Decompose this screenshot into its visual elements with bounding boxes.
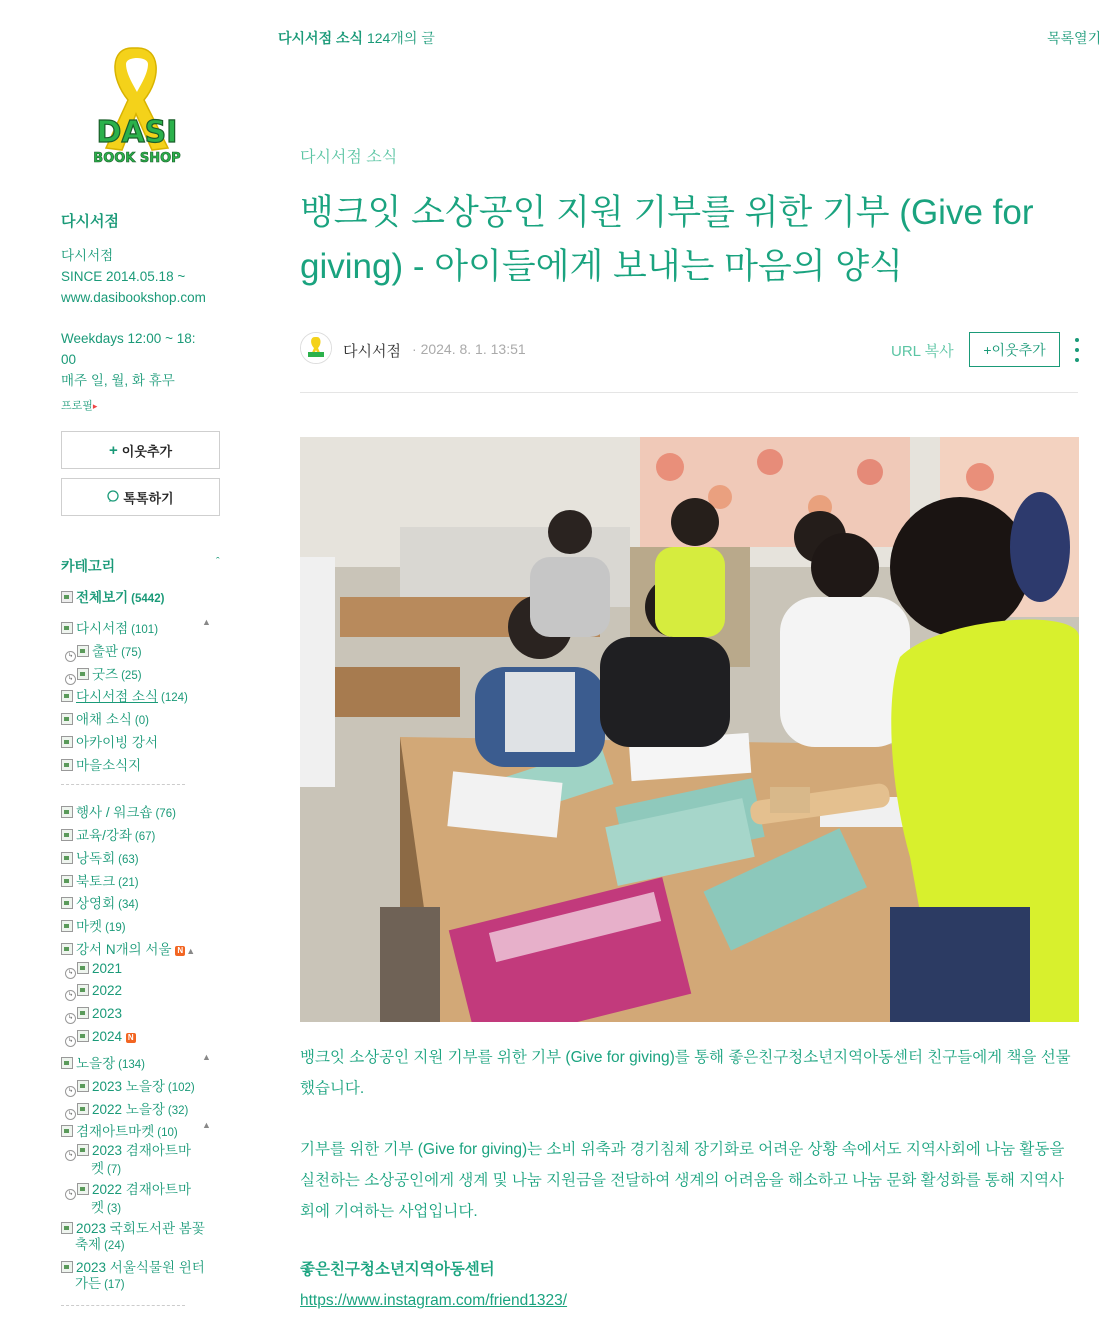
- divider: [300, 392, 1078, 393]
- post-date: · 2024. 8. 1. 13:51: [412, 341, 526, 357]
- category-item-2023[interactable]: ↳ 2023: [65, 1006, 122, 1024]
- blog-name[interactable]: 다시서점: [61, 213, 119, 230]
- folder-icon: [61, 875, 73, 887]
- sub-icon: ↳: [65, 1013, 76, 1024]
- blog-description: 다시서점 SINCE 2014.05.18 ~ www.dasibookshop.com Weekdays 12:00 ~ 18: 00 매주 일, 월, 화 휴무: [61, 248, 206, 388]
- new-badge: N: [175, 946, 185, 956]
- post-title: 뱅크잇 소상공인 지원 기부를 위한 기부 (Give for giving) - 아이들에게 보내는 마음의 양식: [300, 193, 1034, 286]
- category-item-archiving[interactable]: 아카이빙 강서: [61, 731, 158, 751]
- category-item-goods[interactable]: ↳ 굿즈 (25): [65, 663, 142, 685]
- sub-icon: ↳: [65, 1189, 76, 1200]
- category-collapse-icon[interactable]: ˆ: [216, 556, 220, 568]
- post-paragraph: 기부를 위한 기부 (Give for giving)는 소비 위축과 경기침체 장기화로 어려운 상황 속에서도 지역사회에 나눔 활동을 실천하는 소상공인에게 생계 및 나눔 지원금을 전달하여 생계의 어려움을 해소하고 나눔 문화 활성화를 통해 지역사회에 기여하는 사업입니다.: [300, 1141, 1065, 1220]
- folder-icon: [61, 1261, 73, 1273]
- list-icon: [61, 591, 73, 603]
- folder-icon: [77, 645, 89, 657]
- category-item-newsletter[interactable]: 마을소식지: [61, 754, 141, 774]
- category-item-assembly-festival[interactable]: 2023 국회도서관 봄꽃 축제 (24): [61, 1221, 205, 1254]
- folder-icon: [77, 962, 89, 974]
- folder-icon: [61, 897, 73, 909]
- category-title: 카테고리: [61, 558, 116, 574]
- more-options-icon[interactable]: [1070, 338, 1084, 362]
- add-neighbor-button[interactable]: + 이웃추가: [61, 431, 220, 469]
- category-item-gyeomjae-2023[interactable]: ↳ 2023 겸재아트마 켓 (7): [65, 1143, 191, 1178]
- post-photo[interactable]: [300, 437, 1079, 1022]
- sub-icon: ↳: [65, 1086, 76, 1097]
- folder-icon: [77, 1007, 89, 1019]
- instagram-link[interactable]: https://www.instagram.com/friend1323/: [300, 1292, 568, 1309]
- sub-icon: ↳: [65, 651, 76, 662]
- post-category[interactable]: 다시서점 소식: [300, 149, 398, 166]
- category-item-all[interactable]: 전체보기 (5442): [61, 586, 164, 606]
- sub-icon: ↳: [65, 1150, 76, 1161]
- category-item-market[interactable]: 마켓 (19): [61, 915, 126, 935]
- category-item-events[interactable]: 행사 / 워크숍 (76): [61, 801, 176, 821]
- list-open-button[interactable]: 목록열기: [1047, 30, 1102, 46]
- sub-icon: ↳: [65, 1036, 76, 1047]
- folder-icon: [61, 806, 73, 818]
- category-item-aechae[interactable]: 애채 소식 (0): [61, 708, 149, 728]
- folder-icon: [77, 668, 89, 680]
- folder-icon: [61, 690, 73, 702]
- category-item-education[interactable]: 교육/강좌 (67): [61, 824, 155, 844]
- new-badge: N: [126, 1033, 136, 1043]
- folder-icon: [61, 1057, 73, 1069]
- category-item-gangseo[interactable]: 강서 N개의 서울 N ▲: [61, 938, 195, 958]
- folder-icon: [61, 736, 73, 748]
- collapse-icon[interactable]: ▲: [202, 1120, 211, 1130]
- folder-icon: [61, 713, 73, 725]
- folder-icon: [61, 759, 73, 771]
- category-item-dasiseojeom[interactable]: 다시서점 (101) ▲: [61, 617, 158, 637]
- folder-icon: [77, 1183, 89, 1195]
- category-item-winter-garden[interactable]: 2023 서울식물원 윈터 가든 (17): [61, 1260, 205, 1293]
- sub-icon: ↳: [65, 990, 76, 1001]
- url-copy-button[interactable]: URL 복사: [891, 343, 954, 360]
- svg-text:BOOK SHOP: BOOK SHOP: [93, 151, 181, 166]
- folder-icon: [61, 1125, 73, 1137]
- category-item-publishing[interactable]: ↳ 출판 (75): [65, 640, 142, 662]
- author-avatar[interactable]: [300, 332, 332, 364]
- sub-icon: ↳: [65, 968, 76, 979]
- category-item-2022[interactable]: ↳ 2022: [65, 983, 122, 1001]
- folder-icon: [61, 920, 73, 932]
- folder-icon: [77, 1030, 89, 1042]
- org-name: 좋은친구청소년지역아동센터: [300, 1261, 495, 1278]
- folder-icon: [77, 1080, 89, 1092]
- folder-icon: [77, 1144, 89, 1156]
- category-item-reading[interactable]: 낭독회 (63): [61, 847, 139, 867]
- post-link-wrapper: [300, 1285, 1078, 1316]
- chat-icon: [107, 490, 119, 505]
- category-separator: [61, 1305, 185, 1306]
- plus-icon: +: [109, 441, 118, 459]
- folder-icon: [61, 1222, 73, 1234]
- category-separator: [61, 784, 185, 785]
- category-item-2024[interactable]: ↳ 2024 N: [65, 1029, 136, 1047]
- folder-icon: [77, 1103, 89, 1115]
- category-item-gyeomjae[interactable]: 겸재아트마켓 (10) ▲: [61, 1120, 178, 1140]
- category-item-noeuljang-2022[interactable]: ↳ 2022 노을장 (32): [65, 1098, 188, 1120]
- category-item-2021[interactable]: ↳ 2021: [65, 961, 122, 979]
- blog-logo[interactable]: [70, 38, 205, 173]
- folder-icon: [61, 943, 73, 955]
- category-item-booktalk[interactable]: 북토크 (21): [61, 870, 139, 890]
- author-name[interactable]: 다시서점: [343, 343, 401, 360]
- folder-icon: [77, 984, 89, 996]
- sub-icon: ↳: [65, 1109, 76, 1120]
- category-item-noeuljang-2023[interactable]: ↳ 2023 노을장 (102): [65, 1075, 195, 1097]
- header-category-title[interactable]: 다시서점 소식 124개의 글: [278, 30, 435, 46]
- folder-icon: [61, 829, 73, 841]
- profile-link[interactable]: 프로필▸: [61, 400, 98, 412]
- post-paragraph: 뱅크잇 소상공인 지원 기부를 위한 기부 (Give for giving)를 통해 좋은친구청소년지역아동센터 친구들에게 책을 선물했습니다.: [300, 1049, 1071, 1097]
- category-item-news[interactable]: 다시서점 소식 (124): [61, 685, 188, 705]
- category-item-screening[interactable]: 상영회 (34): [61, 892, 139, 912]
- collapse-icon[interactable]: ▲: [202, 617, 211, 627]
- folder-icon: [61, 622, 73, 634]
- sub-icon: ↳: [65, 674, 76, 685]
- collapse-icon[interactable]: ▲: [202, 1052, 211, 1062]
- category-item-noeuljang[interactable]: 노을장 (134) ▲: [61, 1052, 145, 1072]
- category-item-gyeomjae-2022[interactable]: ↳ 2022 겸재아트마 켓 (3): [65, 1182, 191, 1217]
- folder-icon: [61, 852, 73, 864]
- svg-text:DASI: DASI: [96, 115, 178, 150]
- talk-button[interactable]: 톡톡하기: [61, 478, 220, 516]
- collapse-icon[interactable]: ▲: [186, 946, 196, 956]
- add-neighbor-button-post[interactable]: +이웃추가: [969, 332, 1060, 367]
